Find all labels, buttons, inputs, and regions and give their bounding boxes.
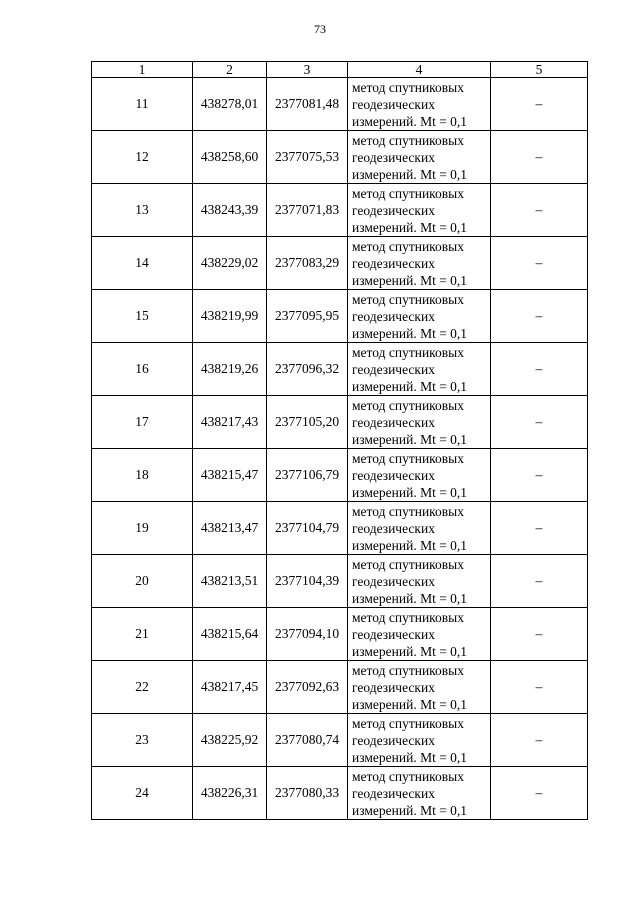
note-cell: –	[491, 78, 588, 131]
table-row	[92, 608, 588, 661]
page-number: 73	[314, 22, 326, 36]
method-line: измерений. Mt = 0,1	[352, 537, 468, 553]
method-line: метод спутниковых	[352, 662, 464, 678]
method-line: метод спутниковых	[352, 715, 464, 731]
note-cell: –	[491, 502, 588, 555]
coordinate-y-cell: 2377080,74	[267, 714, 348, 767]
method-cell	[348, 767, 491, 820]
coordinate-x-cell: 438229,02	[193, 237, 267, 290]
coordinate-x-cell: 438258,60	[193, 131, 267, 184]
coordinate-y-cell: 2377096,32	[267, 343, 348, 396]
note-cell: –	[491, 290, 588, 343]
method-line: геодезических	[352, 202, 435, 218]
method-cell	[348, 714, 491, 767]
method-line: геодезических	[352, 732, 435, 748]
coordinate-x-cell: 438226,31	[193, 767, 267, 820]
coordinate-x-cell: 438219,99	[193, 290, 267, 343]
coordinate-x-cell: 438215,64	[193, 608, 267, 661]
method-line: геодезических	[352, 414, 435, 430]
note-cell: –	[491, 555, 588, 608]
table-body	[92, 78, 588, 820]
point-number-cell: 13	[92, 184, 193, 237]
point-number-cell: 19	[92, 502, 193, 555]
method-line: измерений. Mt = 0,1	[352, 325, 468, 341]
table-row	[92, 184, 588, 237]
method-line: геодезических	[352, 308, 435, 324]
method-line: метод спутниковых	[352, 450, 464, 466]
method-line: геодезических	[352, 467, 435, 483]
method-line: геодезических	[352, 520, 435, 536]
coordinate-x-cell: 438225,92	[193, 714, 267, 767]
coordinate-y-cell: 2377105,20	[267, 396, 348, 449]
point-number-cell: 11	[92, 78, 193, 131]
note-cell: –	[491, 184, 588, 237]
table-row	[92, 396, 588, 449]
coordinate-y-cell: 2377104,39	[267, 555, 348, 608]
method-line: геодезических	[352, 96, 435, 112]
coordinate-x-cell: 438213,47	[193, 502, 267, 555]
method-line: измерений. Mt = 0,1	[352, 166, 468, 182]
note-cell: –	[491, 714, 588, 767]
point-number-cell: 20	[92, 555, 193, 608]
coordinate-y-cell: 2377083,29	[267, 237, 348, 290]
method-cell	[348, 78, 491, 131]
coordinate-x-cell: 438278,01	[193, 78, 267, 131]
method-line: измерений. Mt = 0,1	[352, 749, 468, 765]
table-row	[92, 343, 588, 396]
method-line: метод спутниковых	[352, 609, 464, 625]
coordinate-y-cell: 2377095,95	[267, 290, 348, 343]
point-number-cell: 21	[92, 608, 193, 661]
coordinate-x-cell: 438243,39	[193, 184, 267, 237]
point-number-cell: 15	[92, 290, 193, 343]
method-line: метод спутниковых	[352, 768, 464, 784]
coordinate-y-cell: 2377106,79	[267, 449, 348, 502]
method-line: измерений. Mt = 0,1	[352, 272, 468, 288]
note-cell: –	[491, 131, 588, 184]
table-row	[92, 767, 588, 820]
method-cell	[348, 608, 491, 661]
table-row	[92, 237, 588, 290]
method-cell	[348, 343, 491, 396]
note-cell: –	[491, 343, 588, 396]
method-line: геодезических	[352, 785, 435, 801]
table-row	[92, 555, 588, 608]
table-row	[92, 661, 588, 714]
method-line: измерений. Mt = 0,1	[352, 484, 468, 500]
method-line: метод спутниковых	[352, 185, 464, 201]
method-cell	[348, 502, 491, 555]
coordinate-x-cell: 438215,47	[193, 449, 267, 502]
point-number-cell: 23	[92, 714, 193, 767]
point-number-cell: 16	[92, 343, 193, 396]
coordinate-y-cell: 2377094,10	[267, 608, 348, 661]
note-cell: –	[491, 661, 588, 714]
method-line: измерений. Mt = 0,1	[352, 219, 468, 235]
column-header-3: 3	[267, 62, 348, 78]
method-line: метод спутниковых	[352, 291, 464, 307]
note-cell: –	[491, 608, 588, 661]
table-row	[92, 290, 588, 343]
table-row	[92, 78, 588, 131]
note-cell: –	[491, 237, 588, 290]
method-line: измерений. Mt = 0,1	[352, 113, 468, 129]
method-cell	[348, 237, 491, 290]
coordinate-y-cell: 2377080,33	[267, 767, 348, 820]
method-line: геодезических	[352, 573, 435, 589]
coordinates-table	[91, 61, 588, 820]
method-line: метод спутниковых	[352, 238, 464, 254]
coordinate-y-cell: 2377092,63	[267, 661, 348, 714]
method-cell	[348, 290, 491, 343]
method-line: метод спутниковых	[352, 132, 464, 148]
method-line: измерений. Mt = 0,1	[352, 696, 468, 712]
method-line: измерений. Mt = 0,1	[352, 643, 468, 659]
method-cell	[348, 396, 491, 449]
table-row	[92, 449, 588, 502]
method-cell	[348, 555, 491, 608]
note-cell: –	[491, 767, 588, 820]
method-line: метод спутниковых	[352, 79, 464, 95]
coordinate-x-cell: 438217,43	[193, 396, 267, 449]
coordinate-y-cell: 2377071,83	[267, 184, 348, 237]
coordinate-x-cell: 438213,51	[193, 555, 267, 608]
method-line: метод спутниковых	[352, 397, 464, 413]
note-cell: –	[491, 449, 588, 502]
method-line: метод спутниковых	[352, 344, 464, 360]
method-line: геодезических	[352, 679, 435, 695]
column-header-1: 1	[92, 62, 193, 78]
column-header-2: 2	[193, 62, 267, 78]
table-row	[92, 131, 588, 184]
coordinate-y-cell: 2377104,79	[267, 502, 348, 555]
point-number-cell: 12	[92, 131, 193, 184]
point-number-cell: 24	[92, 767, 193, 820]
method-line: измерений. Mt = 0,1	[352, 378, 468, 394]
coordinate-y-cell: 2377081,48	[267, 78, 348, 131]
method-line: геодезических	[352, 361, 435, 377]
point-number-cell: 17	[92, 396, 193, 449]
coordinate-x-cell: 438219,26	[193, 343, 267, 396]
table-row	[92, 502, 588, 555]
coordinate-x-cell: 438217,45	[193, 661, 267, 714]
table-header-row	[92, 62, 588, 78]
method-line: измерений. Mt = 0,1	[352, 590, 468, 606]
coordinate-y-cell: 2377075,53	[267, 131, 348, 184]
method-line: измерений. Mt = 0,1	[352, 802, 468, 818]
method-line: метод спутниковых	[352, 503, 464, 519]
table-row	[92, 714, 588, 767]
method-cell	[348, 184, 491, 237]
method-cell	[348, 661, 491, 714]
point-number-cell: 14	[92, 237, 193, 290]
method-line: геодезических	[352, 255, 435, 271]
method-cell	[348, 131, 491, 184]
method-line: геодезических	[352, 626, 435, 642]
column-header-4: 4	[348, 62, 491, 78]
column-header-5: 5	[491, 62, 588, 78]
method-line: геодезических	[352, 149, 435, 165]
method-line: измерений. Mt = 0,1	[352, 431, 468, 447]
method-cell	[348, 449, 491, 502]
method-line: метод спутниковых	[352, 556, 464, 572]
point-number-cell: 18	[92, 449, 193, 502]
note-cell: –	[491, 396, 588, 449]
point-number-cell: 22	[92, 661, 193, 714]
